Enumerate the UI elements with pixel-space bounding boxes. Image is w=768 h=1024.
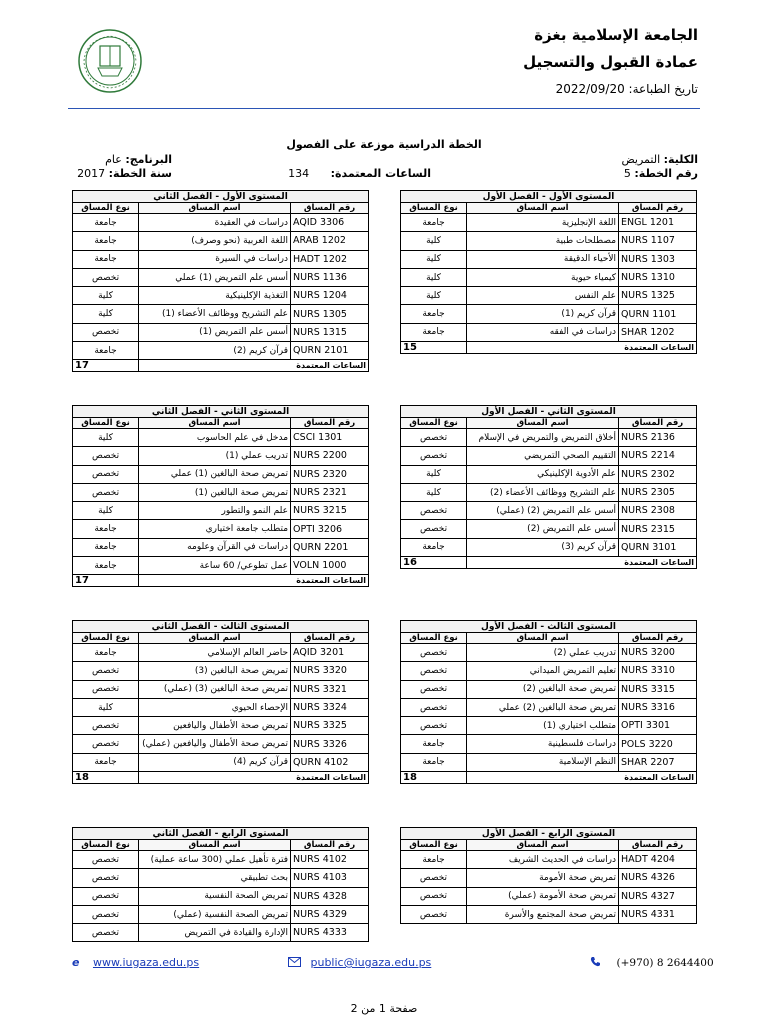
course-code: NURS 3310 <box>619 662 697 680</box>
course-row <box>401 538 697 556</box>
course-row <box>73 429 369 447</box>
course-type: جامعة <box>73 557 139 575</box>
course-code: NURS 3316 <box>619 698 697 716</box>
course-code: NURS 1310 <box>619 268 697 286</box>
course-type: تخصص <box>73 268 139 286</box>
course-code: NURS 2315 <box>619 520 697 538</box>
course-name: تمريض صحة المجتمع والأسرة <box>467 905 619 923</box>
column-header-code: رقم المساق <box>291 418 369 429</box>
course-type: تخصص <box>73 887 139 905</box>
course-name: تمريض الصحة النفسية (عملي) <box>139 905 291 923</box>
course-code: QURN 1101 <box>619 305 697 323</box>
course-row <box>401 520 697 538</box>
course-row <box>73 250 369 268</box>
course-row <box>73 214 369 232</box>
total-hours-value: 17 <box>73 360 139 372</box>
course-code: HADT 4204 <box>619 851 697 869</box>
course-row <box>401 905 697 923</box>
column-header-name: اسم المساق <box>139 633 291 644</box>
course-name: متطلب جامعة اختياري <box>139 520 291 538</box>
course-row <box>73 644 369 662</box>
total-hours-label: الساعات المعتمدة <box>467 557 697 569</box>
course-code: NURS 2321 <box>291 483 369 501</box>
course-code: OPTI 3301 <box>619 717 697 735</box>
column-header-code: رقم المساق <box>619 840 697 851</box>
column-header-type: نوع المساق <box>401 633 467 644</box>
course-type: تخصص <box>73 680 139 698</box>
column-header-type: نوع المساق <box>73 418 139 429</box>
course-row <box>401 447 697 465</box>
semester-title: المستوى الأول - الفصل الثاني <box>73 191 369 203</box>
course-name: تمريض صحة البالغين (2) عملي <box>467 698 619 716</box>
semester-title: المستوى الثالث - الفصل الأول <box>401 621 697 633</box>
course-type: كلية <box>73 305 139 323</box>
plan-number: رقم الخطة: 5 <box>623 167 698 180</box>
course-row <box>73 520 369 538</box>
total-hours-label: الساعات المعتمدة <box>467 342 697 354</box>
semester-title: المستوى الثاني - الفصل الثاني <box>73 406 369 418</box>
email-link-group[interactable] <box>288 956 431 969</box>
semester-table <box>72 620 369 784</box>
column-header-type: نوع المساق <box>73 840 139 851</box>
course-name: أسس علم التمريض (2) (عملي) <box>467 502 619 520</box>
phone-group <box>590 956 714 969</box>
column-header-name: اسم المساق <box>467 203 619 214</box>
column-header-name: اسم المساق <box>139 203 291 214</box>
column-header-type: نوع المساق <box>401 203 467 214</box>
course-code: NURS 1325 <box>619 287 697 305</box>
course-row <box>401 887 697 905</box>
course-name: عمل تطوعي/ 60 ساعة <box>139 557 291 575</box>
course-name: تدريب عملي (1) <box>139 447 291 465</box>
course-type: تخصص <box>401 662 467 680</box>
column-header-name: اسم المساق <box>467 418 619 429</box>
course-type: تخصص <box>73 447 139 465</box>
course-code: NURS 4333 <box>291 924 369 942</box>
course-type: تخصص <box>401 869 467 887</box>
course-code: NURS 1305 <box>291 305 369 323</box>
course-code: NURS 3325 <box>291 717 369 735</box>
course-type: جامعة <box>73 538 139 556</box>
course-name: تمريض صحة البالغين (2) <box>467 680 619 698</box>
course-type: كلية <box>401 268 467 286</box>
print-date: تاريخ الطباعة: 2022/09/20 <box>555 82 698 96</box>
envelope-icon <box>288 957 301 967</box>
course-type: جامعة <box>73 753 139 771</box>
course-name: مصطلحات طبية <box>467 232 619 250</box>
column-header-type: نوع المساق <box>73 203 139 214</box>
course-code: NURS 3320 <box>291 662 369 680</box>
course-name: تمريض صحة الأطفال واليافعين <box>139 717 291 735</box>
course-type: كلية <box>401 250 467 268</box>
course-code: QURN 3101 <box>619 538 697 556</box>
phone-icon <box>590 956 601 967</box>
course-row <box>401 232 697 250</box>
column-header-type: نوع المساق <box>401 840 467 851</box>
course-row <box>73 662 369 680</box>
column-header-name: اسم المساق <box>467 840 619 851</box>
course-row <box>401 644 697 662</box>
semester-table <box>400 620 697 784</box>
course-type: جامعة <box>401 323 467 341</box>
course-row <box>73 287 369 305</box>
course-type: تخصص <box>73 851 139 869</box>
course-row <box>73 698 369 716</box>
course-code: NURS 3215 <box>291 502 369 520</box>
course-type: تخصص <box>401 698 467 716</box>
course-type: كلية <box>401 483 467 501</box>
course-code: NURS 4327 <box>619 887 697 905</box>
course-name: دراسات في الفقه <box>467 323 619 341</box>
course-name: الإحصاء الحيوي <box>139 698 291 716</box>
course-row <box>73 680 369 698</box>
course-code: NURS 4329 <box>291 905 369 923</box>
course-code: NURS 3315 <box>619 680 697 698</box>
course-name: قرآن كريم (1) <box>467 305 619 323</box>
course-type: كلية <box>401 287 467 305</box>
course-row <box>73 905 369 923</box>
total-hours-value: 16 <box>401 557 467 569</box>
course-code: NURS 1204 <box>291 287 369 305</box>
course-code: NURS 4331 <box>619 905 697 923</box>
course-row <box>401 323 697 341</box>
course-type: تخصص <box>73 465 139 483</box>
course-type: تخصص <box>401 887 467 905</box>
course-name: تمريض صحة الأمومة <box>467 869 619 887</box>
course-name: دراسات في القرآن وعلومه <box>139 538 291 556</box>
faculty-info: الكلية: التمريض <box>621 153 698 166</box>
course-type: تخصص <box>401 680 467 698</box>
course-type: جامعة <box>401 735 467 753</box>
column-header-code: رقم المساق <box>619 418 697 429</box>
course-name: قرآن كريم (2) <box>139 342 291 360</box>
course-code: NURS 2214 <box>619 447 697 465</box>
course-name: النظم الإسلامية <box>467 753 619 771</box>
course-type: تخصص <box>73 735 139 753</box>
course-code: NURS 2320 <box>291 465 369 483</box>
course-type: جامعة <box>401 305 467 323</box>
course-code: QURN 2201 <box>291 538 369 556</box>
semester-table <box>72 405 369 587</box>
course-name: دراسات في السيرة <box>139 250 291 268</box>
page-number: صفحة 1 من 2 <box>350 1002 418 1015</box>
course-code: POLS 3220 <box>619 735 697 753</box>
semester-table <box>400 827 697 924</box>
course-code: ARAB 1202 <box>291 232 369 250</box>
course-name: قرآن كريم (3) <box>467 538 619 556</box>
course-row <box>401 287 697 305</box>
column-header-code: رقم المساق <box>291 840 369 851</box>
plan-title: الخطة الدراسية موزعة على الفصول <box>286 138 482 151</box>
course-name: قرآن كريم (4) <box>139 753 291 771</box>
course-code: NURS 1107 <box>619 232 697 250</box>
course-row <box>401 717 697 735</box>
course-type: جامعة <box>401 214 467 232</box>
course-code: NURS 2136 <box>619 429 697 447</box>
course-name: اللغة العربية (نحو وصرف) <box>139 232 291 250</box>
course-row <box>73 887 369 905</box>
semester-table <box>400 405 697 569</box>
course-code: SHAR 2207 <box>619 753 697 771</box>
course-name: فترة تأهيل عملي (300 ساعة عملية) <box>139 851 291 869</box>
course-row <box>401 429 697 447</box>
course-name: تعليم التمريض الميداني <box>467 662 619 680</box>
course-row <box>401 268 697 286</box>
course-type: تخصص <box>73 717 139 735</box>
column-header-name: اسم المساق <box>139 418 291 429</box>
course-name: اللغة الإنجليزية <box>467 214 619 232</box>
course-name: دراسات فلسطينية <box>467 735 619 753</box>
course-row <box>401 502 697 520</box>
course-row <box>401 214 697 232</box>
column-header-type: نوع المساق <box>73 633 139 644</box>
course-name: أسس علم التمريض (1) <box>139 323 291 341</box>
course-row <box>73 851 369 869</box>
course-code: NURS 1315 <box>291 323 369 341</box>
course-name: التغذية الإكلينيكية <box>139 287 291 305</box>
course-type: تخصص <box>73 483 139 501</box>
course-name: تمريض صحة الأمومة (عملي) <box>467 887 619 905</box>
course-name: دراسات في الحديث الشريف <box>467 851 619 869</box>
column-header-type: نوع المساق <box>401 418 467 429</box>
course-type: كلية <box>73 502 139 520</box>
course-name: دراسات في العقيدة <box>139 214 291 232</box>
course-name: علم النفس <box>467 287 619 305</box>
semester-table <box>400 190 697 354</box>
course-row <box>73 753 369 771</box>
course-type: تخصص <box>73 905 139 923</box>
course-type: جامعة <box>401 753 467 771</box>
course-name: تمريض صحة البالغين (3) (عملي) <box>139 680 291 698</box>
course-row <box>401 483 697 501</box>
course-type: تخصص <box>401 905 467 923</box>
semester-title: المستوى الأول - الفصل الأول <box>401 191 697 203</box>
course-name: الإدارة والقيادة في التمريض <box>139 924 291 942</box>
course-type: كلية <box>73 287 139 305</box>
course-code: NURS 2305 <box>619 483 697 501</box>
course-row <box>401 250 697 268</box>
course-code: ENGL 1201 <box>619 214 697 232</box>
course-name: تدريب عملي (2) <box>467 644 619 662</box>
course-row <box>73 268 369 286</box>
course-name: تمريض صحة البالغين (3) <box>139 662 291 680</box>
course-row <box>73 323 369 341</box>
course-code: NURS 4102 <box>291 851 369 869</box>
course-row <box>73 538 369 556</box>
phone-number: (+970) 8 2644400 <box>616 957 714 969</box>
course-row <box>73 232 369 250</box>
course-row <box>73 924 369 942</box>
deanship-name: عمادة القبول والتسجيل <box>523 53 698 71</box>
course-type: جامعة <box>73 644 139 662</box>
course-code: VOLN 1000 <box>291 557 369 575</box>
course-type: جامعة <box>73 250 139 268</box>
course-type: تخصص <box>401 502 467 520</box>
course-row <box>401 753 697 771</box>
course-name: أسس علم التمريض (1) عملي <box>139 268 291 286</box>
semester-table <box>72 827 369 942</box>
course-name: حاضر العالم الإسلامي <box>139 644 291 662</box>
course-code: NURS 3324 <box>291 698 369 716</box>
course-row <box>401 869 697 887</box>
course-row <box>73 342 369 360</box>
course-name: تمريض صحة البالغين (1) عملي <box>139 465 291 483</box>
course-type: جامعة <box>401 851 467 869</box>
course-row <box>73 869 369 887</box>
course-row <box>73 557 369 575</box>
semester-title: المستوى الثالث - الفصل الثاني <box>73 621 369 633</box>
course-name: علم الأدوية الإكلينيكي <box>467 465 619 483</box>
course-type: تخصص <box>401 717 467 735</box>
course-code: NURS 3200 <box>619 644 697 662</box>
e-icon: e <box>72 956 80 969</box>
course-code: QURN 4102 <box>291 753 369 771</box>
course-type: جامعة <box>73 232 139 250</box>
semester-title: المستوى الرابع - الفصل الثاني <box>73 828 369 840</box>
course-code: HADT 1202 <box>291 250 369 268</box>
course-code: QURN 2101 <box>291 342 369 360</box>
course-code: SHAR 1202 <box>619 323 697 341</box>
course-name: كيمياء حيوية <box>467 268 619 286</box>
course-row <box>73 465 369 483</box>
course-code: AQID 3201 <box>291 644 369 662</box>
course-row <box>401 698 697 716</box>
course-type: جامعة <box>401 538 467 556</box>
course-name: التقييم الصحي التمريضي <box>467 447 619 465</box>
course-type: تخصص <box>401 520 467 538</box>
website-link[interactable]: www.iugaza.edu.ps <box>92 956 200 969</box>
course-code: NURS 2302 <box>619 465 697 483</box>
semester-title: المستوى الرابع - الفصل الأول <box>401 828 697 840</box>
total-hours-value: 18 <box>73 772 139 784</box>
course-name: تمريض الصحة النفسية <box>139 887 291 905</box>
course-code: NURS 2308 <box>619 502 697 520</box>
course-type: تخصص <box>401 429 467 447</box>
plan-year: سنة الخطة: 2017 <box>77 167 172 180</box>
course-row <box>401 662 697 680</box>
course-code: NURS 4103 <box>291 869 369 887</box>
semester-title: المستوى الثاني - الفصل الأول <box>401 406 697 418</box>
total-hours-label: الساعات المعتمدة <box>467 772 697 784</box>
course-type: كلية <box>401 232 467 250</box>
course-code: NURS 4326 <box>619 869 697 887</box>
course-type: تخصص <box>73 323 139 341</box>
course-type: تخصص <box>73 662 139 680</box>
course-row <box>73 483 369 501</box>
course-code: NURS 4328 <box>291 887 369 905</box>
course-type: تخصص <box>401 447 467 465</box>
course-type: جامعة <box>73 342 139 360</box>
column-header-code: رقم المساق <box>619 203 697 214</box>
column-header-name: اسم المساق <box>139 840 291 851</box>
course-row <box>401 680 697 698</box>
course-type: كلية <box>73 698 139 716</box>
course-name: علم التشريح ووظائف الأعضاء (2) <box>467 483 619 501</box>
course-code: NURS 1136 <box>291 268 369 286</box>
total-hours-value: 15 <box>401 342 467 354</box>
website-link-group[interactable] <box>72 956 199 969</box>
program-info: البرنامج: عام <box>105 153 172 166</box>
total-hours-label: الساعات المعتمدة <box>139 772 369 784</box>
course-row <box>73 447 369 465</box>
course-code: OPTI 3206 <box>291 520 369 538</box>
header-rule <box>68 108 700 109</box>
course-code: NURS 2200 <box>291 447 369 465</box>
course-name: تمريض صحة البالغين (1) <box>139 483 291 501</box>
column-header-name: اسم المساق <box>467 633 619 644</box>
course-type: جامعة <box>73 214 139 232</box>
course-row <box>401 851 697 869</box>
course-name: علم التشريح ووظائف الأعضاء (1) <box>139 305 291 323</box>
column-header-code: رقم المساق <box>291 203 369 214</box>
course-row <box>401 465 697 483</box>
course-name: بحث تطبيقي <box>139 869 291 887</box>
course-row <box>73 305 369 323</box>
course-row <box>73 502 369 520</box>
course-name: مدخل في علم الحاسوب <box>139 429 291 447</box>
column-header-code: رقم المساق <box>619 633 697 644</box>
course-row <box>401 305 697 323</box>
credit-hours: الساعات المعتمدة: 134 <box>288 167 431 180</box>
university-name: الجامعة الإسلامية بغزة <box>534 26 698 44</box>
course-row <box>401 735 697 753</box>
course-name: متطلب اختياري (1) <box>467 717 619 735</box>
course-code: NURS 1303 <box>619 250 697 268</box>
course-type: كلية <box>401 465 467 483</box>
course-name: تمريض صحة الأطفال واليافعين (عملي) <box>139 735 291 753</box>
total-hours-label: الساعات المعتمدة <box>139 360 369 372</box>
total-hours-value: 17 <box>73 575 139 587</box>
course-code: AQID 3306 <box>291 214 369 232</box>
email-link[interactable]: public@iugaza.edu.ps <box>310 956 432 969</box>
course-code: CSCI 1301 <box>291 429 369 447</box>
course-row <box>73 735 369 753</box>
course-name: أسس علم التمريض (2) <box>467 520 619 538</box>
course-name: علم النمو والتطور <box>139 502 291 520</box>
course-type: تخصص <box>401 644 467 662</box>
course-code: NURS 3326 <box>291 735 369 753</box>
course-code: NURS 3321 <box>291 680 369 698</box>
course-type: جامعة <box>73 520 139 538</box>
course-row <box>73 717 369 735</box>
column-header-code: رقم المساق <box>291 633 369 644</box>
semester-table <box>72 190 369 372</box>
total-hours-value: 18 <box>401 772 467 784</box>
course-name: الأحياء الدقيقة <box>467 250 619 268</box>
course-type: تخصص <box>73 869 139 887</box>
total-hours-label: الساعات المعتمدة <box>139 575 369 587</box>
university-logo <box>72 28 148 94</box>
course-type: تخصص <box>73 924 139 942</box>
course-name: أخلاق التمريض والتمريض في الإسلام <box>467 429 619 447</box>
course-type: كلية <box>73 429 139 447</box>
